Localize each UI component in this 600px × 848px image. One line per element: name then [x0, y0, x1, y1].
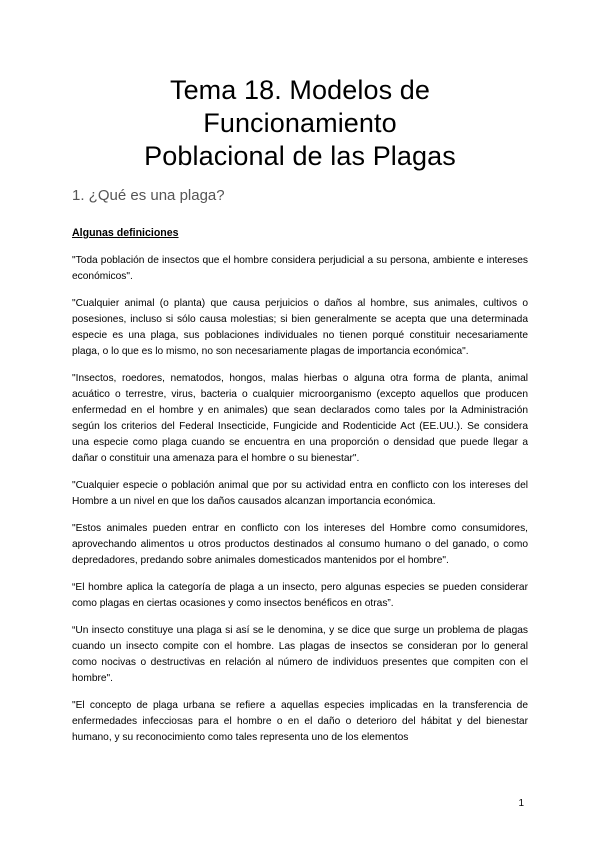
definitions-body: [72, 253, 528, 746]
document-title: [72, 0, 528, 173]
definition-paragraph: “El hombre aplica la categoría de plaga a un insecto, pero algunas especies se pueden considerar como plagas en ciertas ocasiones y como insectos benéficos en otras”.: [72, 582, 528, 609]
definition-paragraph: "Insectos, roedores, nematodos, hongos, malas hierbas o alguna otra forma de planta, animal acuático o terrestre, virus, bacteria o cualquier microorganismo (excepto aquellos que producen enfermedad en el hombre y en animales) que sean declarados como tales por la Administración según los criterios del Federal Insecticide, Fungicide and Rodenticide Act (EE.UU.). Se considera una especie como plaga cuando se encuentra en una proporción o densidad que puede llegar a dañar o constituir una amenaza para el hombre o su bienestar".: [72, 373, 528, 464]
document-title-line-1: Tema 18. Modelos de Funcionamiento: [169, 75, 431, 138]
page-number: 1: [518, 798, 524, 809]
definition-paragraph: "Toda población de insectos que el hombre considera perjudicial a su persona, ambiente e intereses económicos".: [72, 255, 528, 282]
definition-paragraph: "Cualquier especie o población animal que por su actividad entra en conflicto con los intereses del Hombre a un nivel en que los daños causados alcanzan importancia económica.: [72, 480, 528, 507]
document-title-line-2: Poblacional de las Plagas: [144, 141, 456, 171]
definitions-heading: Algunas definiciones: [72, 227, 179, 239]
definition-paragraph: "Cualquier animal (o planta) que causa perjuicios o daños al hombre, sus animales, cultivos o posesiones, incluso si sólo causa molestias; si bien generalmente se acepta que una determinada especie es una plaga, sus poblaciones individuales no tienen porqué constituir necesariamente plaga, o lo que es lo mismo, no son necesariamente plagas de importancia económica".: [72, 298, 528, 357]
definition-paragraph: "El concepto de plaga urbana se refiere a aquellas especies implicadas en la transferencia de enfermedades infecciosas para el hombre o en el daño o deterioro del hábitat y del bienestar humano, y su reconocimiento como tales representa uno de los elementos: [72, 700, 528, 743]
section-subtitle: 1. ¿Qué es una plaga?: [72, 187, 225, 204]
definition-paragraph: "Estos animales pueden entrar en conflicto con los intereses del Hombre como consumidores, aprovechando alimentos u otros productos destinados al consumo humano o del ganado, o como depredadores, predando sobre animales domesticados mantenidos por el hombre".: [72, 523, 528, 566]
definition-paragraph: “Un insecto constituye una plaga si así se le denomina, y se dice que surge un problema de plagas cuando un insecto compite con el hombre. Las plagas de insectos se consideran por lo general como nocivas o destructivas en relación al número de individuos presentes que compiten con el hombre".: [72, 625, 528, 684]
